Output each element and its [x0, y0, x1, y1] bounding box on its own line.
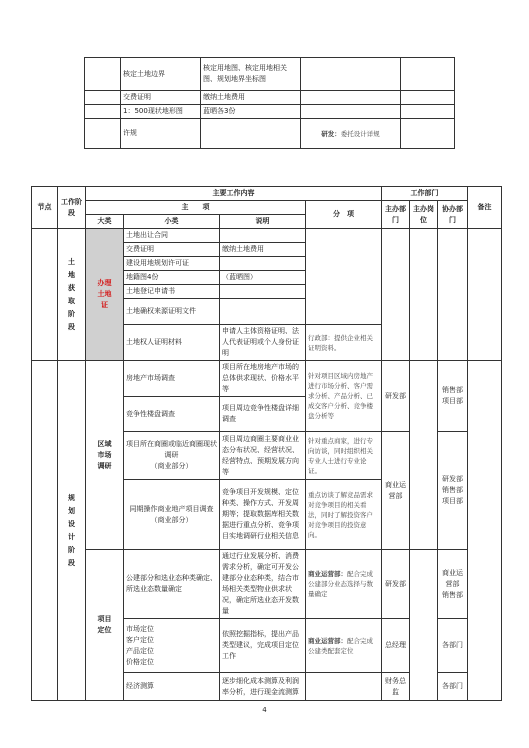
assist-dept-1: 销售部: [442, 386, 463, 394]
page-number: 4: [262, 706, 267, 714]
header-assist: 协办部门: [438, 201, 468, 229]
sub-item: 土地确权来源证明文件: [124, 299, 220, 325]
row-desc: 缴纳土地费用: [201, 91, 301, 105]
header-category: 大类: [86, 215, 124, 229]
sub-item: 经济测算: [124, 673, 220, 701]
item-note: [306, 550, 382, 619]
empty-cell: [401, 119, 455, 149]
item-note-text: 配合完成公建类配套定位: [308, 636, 373, 655]
sub-item-extra: （商业部分）: [150, 462, 193, 470]
assist-dept-2: 销售部: [442, 486, 463, 494]
item-note-label: 商业运营部：: [308, 570, 347, 578]
sub-item: 土地出让合同: [124, 229, 220, 243]
stage-land: [58, 229, 86, 361]
row-note: [301, 58, 401, 91]
lead-dept: 研发部: [382, 550, 410, 619]
item-note: 针对重点商家，进行专向访谈，同时组织相关专业人士进行专业论证。: [306, 432, 382, 480]
assist-dept: 各部门: [438, 619, 468, 673]
lead-dept: 财务总监: [382, 673, 410, 701]
sub-item: [124, 432, 220, 480]
desc: 竞争项目开发规模、定位种类、操作方式、开发周期等；提取数据库相关数据进行重点分析、竞争项目实地调研行业相关信息: [220, 480, 306, 550]
node-cell: [32, 229, 58, 361]
desc: 项目周边竞争性楼盘详细调查: [220, 397, 306, 432]
assist-dept-3: 项目部: [442, 497, 463, 505]
header-main-content: 主要工作内容: [86, 187, 382, 201]
header-subcategory: 小类: [124, 215, 220, 229]
item-note: 重点访谈了解竞品需求对竞争项目的相关看法，同时了解投资客户对竞争项目的投资意向。: [306, 480, 382, 550]
desc: 项目所在地房地产市场的总体供求现状、价格水平等: [220, 361, 306, 397]
category-market: [86, 361, 124, 550]
row-note: [301, 119, 401, 149]
assist-dept: [438, 432, 468, 550]
header-host: 主办岗位: [410, 201, 438, 229]
category-land-cert: [86, 229, 124, 361]
host-cell: [410, 550, 438, 701]
header-dept-group: 工作部门: [382, 187, 468, 201]
assist-dept: 各部门: [438, 673, 468, 701]
category-positioning: [86, 550, 124, 701]
item-note-label: 商业运营部：: [308, 636, 347, 645]
empty-cell: [401, 91, 455, 105]
sub-item-1: 市场定位: [126, 624, 154, 633]
empty-cell: [85, 91, 121, 105]
desc: 缴纳土地费用: [220, 243, 306, 257]
header-lead: 主办部门: [382, 201, 410, 229]
note-label: 研发：: [321, 129, 341, 138]
item-note: [306, 619, 382, 673]
main-work-table: [31, 186, 502, 701]
lead-dept: 研发部: [382, 361, 410, 432]
desc: [220, 285, 306, 299]
assist-cell: [438, 229, 468, 361]
header-sub-item: 分 项: [306, 201, 382, 229]
desc: 依照挖掘指标，提出产品类型建议，完成项目定位工作: [220, 619, 306, 673]
row-note: [301, 91, 401, 105]
sub-item: 竞争性楼盘调查: [124, 397, 220, 432]
sub-item: [124, 480, 220, 550]
row-item: 1：500现状地形图: [121, 105, 201, 119]
host-cell: [410, 229, 438, 361]
sub-item-extra: （商业部分）: [150, 515, 193, 524]
note-text: 委托设计详规: [340, 129, 380, 138]
lead-cell: [382, 229, 410, 361]
remark-cell: [468, 229, 502, 361]
stage-design-text: 规划设计阶段: [68, 493, 75, 567]
empty-cell: [85, 105, 121, 119]
sub-item: 公建部分和选业态种类确定、所选业态数量确定: [124, 550, 220, 619]
category-land-cert-text: 办理土地证: [97, 279, 112, 309]
header-subject: 主 项: [86, 201, 306, 215]
row-item: 交费证明: [121, 91, 201, 105]
sub-item: 土地登记申请书: [124, 285, 220, 299]
desc: 逐步细化成本测算及利润率分析，进行现金流测算: [220, 673, 306, 701]
empty-cell: [401, 105, 455, 119]
desc: [220, 229, 306, 243]
stage-design: [58, 361, 86, 701]
row-desc: [201, 119, 301, 149]
sub-item: 土地权人证明材料: [124, 325, 220, 361]
row-item: 许规: [121, 119, 201, 149]
sub-item-4: 价格定位: [126, 657, 154, 666]
assist-dept: [438, 361, 468, 432]
header-stage: 工作阶段: [58, 187, 86, 229]
item-cell: [306, 673, 382, 701]
header-remark: 备注: [468, 187, 502, 229]
sub-item: [124, 619, 220, 673]
sub-item-2: 客户定位: [126, 635, 154, 644]
item-note: 针对项目区域内房地产进行市场分析、客户需求分析、产品分析、已成交客户分析、竞争楼盘分析等: [306, 361, 382, 432]
header-explanation: 说明: [220, 215, 306, 229]
assist-dept-1: 研发部: [442, 475, 463, 483]
sub-item-text: 同期操作商业地产项目调查: [129, 504, 214, 513]
sub-item-3: 产品定位: [126, 646, 154, 655]
row-desc: 蓝晒各3份: [201, 105, 301, 119]
desc: [220, 299, 306, 325]
stage-land-text: 土地获取阶段: [68, 257, 75, 331]
empty-cell: [85, 58, 121, 91]
row-desc: 核定用地图、核定用地相关图、规划地界坐标图: [201, 58, 301, 91]
row-item: 核定土地边界: [121, 58, 201, 91]
header-node: 节点: [32, 187, 58, 229]
lead-dept: 总经理: [382, 619, 410, 673]
assist-dept-2: 项目部: [442, 397, 463, 405]
node-cell: [32, 361, 58, 701]
desc: （蓝晒图）: [220, 271, 306, 285]
row-note: [301, 105, 401, 119]
empty-cell: [401, 58, 455, 91]
empty-cell: [85, 119, 121, 149]
item-cell: [306, 229, 382, 325]
sub-item: 房地产市场调查: [124, 361, 220, 397]
sub-item: 地籍图4份: [124, 271, 220, 285]
desc: [220, 257, 306, 271]
lead-dept: 商业运营部: [382, 432, 410, 550]
assist-dept-2: 销售部: [442, 590, 463, 599]
top-fragment-table: [84, 57, 455, 149]
item-note-text: 配合完成公建部分业态选择与数量确定: [308, 570, 373, 598]
assist-dept-1: 商业运营部: [442, 568, 463, 588]
desc: 通过行业发展分析、消费需求分析，确定可开发公建部分业态种类，结合市场相关类型物业供求状况，确定所选业态开发数量: [220, 550, 306, 619]
host-cell: [410, 361, 438, 550]
desc: 申请人主体资格证明、法人代表证明或个人身份证明: [220, 325, 306, 361]
remark-cell: [468, 361, 502, 701]
desc: 项目周边商圈主要商业业态分布状况、经营状况、经营特点、预期发展方向等: [220, 432, 306, 480]
category-positioning-text: 项目定位: [97, 615, 112, 634]
sub-item: 交费证明: [124, 243, 220, 257]
sub-item-text: 项目所在商圈或临近商圈现状调研: [126, 440, 217, 459]
category-market-text: 区域市场调研: [97, 439, 112, 470]
assist-dept: [438, 550, 468, 619]
item-note: 行政部：提供企业相关证明资料。: [306, 325, 382, 361]
sub-item: 建设用地规划许可证: [124, 257, 220, 271]
